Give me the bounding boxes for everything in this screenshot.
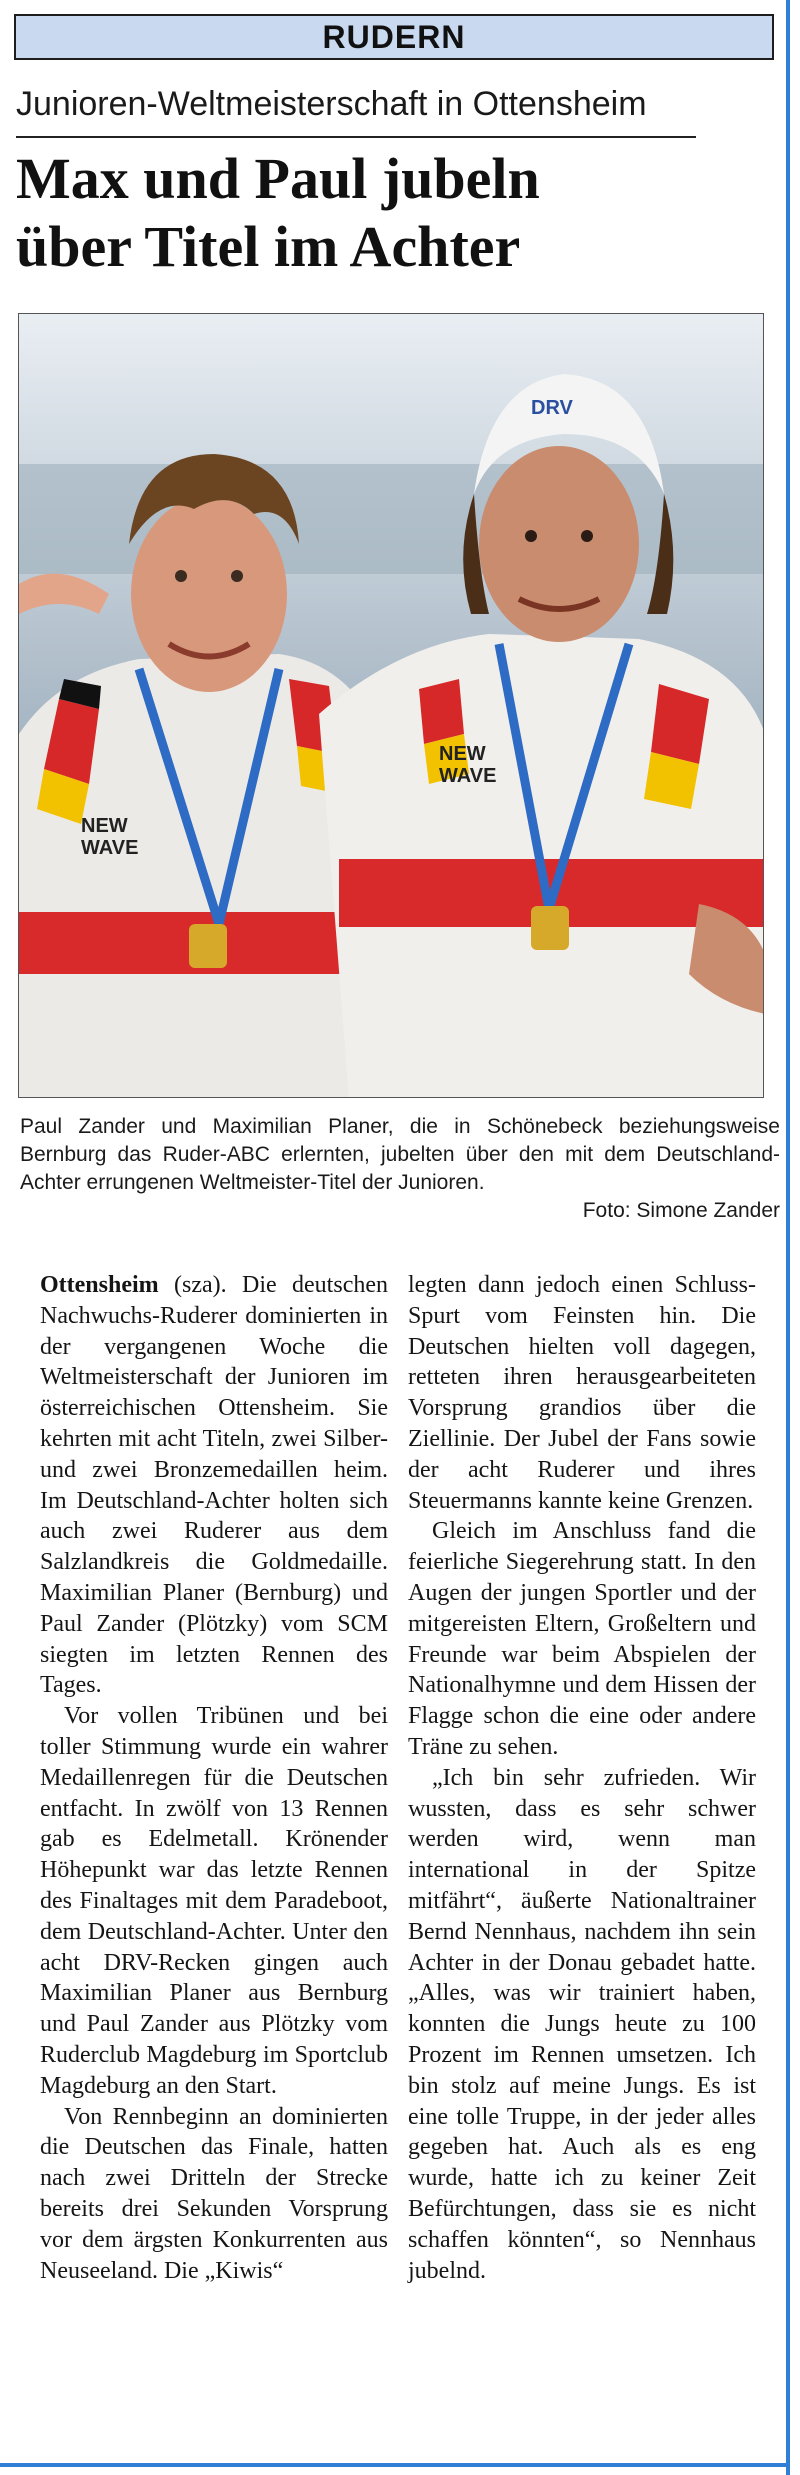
page-border-bottom [0, 2463, 790, 2467]
article-photo [18, 313, 764, 1098]
article-lead-paragraph [40, 1270, 388, 1701]
headline [16, 145, 776, 281]
headline-line-1: Max und Paul jubeln [16, 146, 540, 211]
lead-text: (sza). Die deutschen Nachwuchs-Ruderer dominierten in der vergangenen Woche die Weltmeisterschaft der Junioren im österreichischen Ottensheim. Sie kehrten mit acht Titeln, zwei Silber- und zwei Bronzemedaillen heim. Im Deutschland-Achter holten sich auch zwei Ruderer aus dem Salzlandkreis die Goldmedaille. Maximilian Planer (Bernburg) und Paul Zander (Plötzky) vom SCM siegten im letzten Rennen des Tages. [40, 1272, 388, 1699]
article-column-right [408, 1270, 756, 2286]
section-header [14, 14, 774, 60]
kicker-underline [16, 136, 696, 138]
photo-illustration [19, 314, 764, 1098]
dateline: Ottensheim [40, 1272, 159, 1298]
photo-caption [20, 1113, 780, 1225]
page-border-right [786, 0, 790, 2475]
photo-credit: Foto: Simone Zander [582, 1199, 780, 1222]
caption-text: Paul Zander und Maximilian Planer, die in Schönebeck beziehungsweise Bernburg das Ruder-ABC erlernten, jubelten über den mit dem Deutschland-Achter errungenen Weltmeister-Titel der Junioren. [20, 1115, 780, 1194]
article-paragraph-continued: legten dann jedoch einen Schluss-Spurt vom Feinsten hin. Die Deutschen hielten voll dagegen, retteten ihren herausgearbeiteten Vorsprung grandios über die Ziellinie. Der Jubel der Fans sowie der acht Ruderer und ihres Steuermanns kannte keine Grenzen. [408, 1272, 756, 1514]
shirt-brand-left-bottom: WAVE [81, 837, 139, 859]
article-paragraph: Gleich im Anschluss fand die feierliche Siegerehrung statt. In den Augen der jungen Sportler und der mitgereisten Eltern, Großeltern und Freunde war beim Abspielen der Nationalhymne und dem Hissen der Flagge schon die eine oder andere Träne zu sehen. [408, 1518, 756, 1760]
kicker: Junioren-Weltmeisterschaft in Ottensheim [16, 85, 647, 123]
shirt-brand-right-bottom: WAVE [439, 765, 497, 787]
article-paragraph: „Ich bin sehr zufrieden. Wir wussten, dass es sehr schwer werden wird, wenn man international in der Spitze mitfährt“, äußerte Nationaltrainer Bernd Nennhaus, nachdem ihn sein Achter in der Donau gebadet hatte. „Alles, was wir trainiert haben, konnten die Jungs heute zu 100 Prozent im Rennen umsetzen. Ich bin stolz auf meine Jungs. Es ist eine tolle Truppe, in der jeder alles gegeben hat. Auch als es eng wurde, hatte ich zu keiner Zeit Befürchtungen, dass sie es nicht schaffen könnten“, so Nennhaus jubelnd. [408, 1764, 756, 2284]
shirt-brand-left-top: NEW [81, 815, 128, 837]
section-title: RUDERN [322, 18, 466, 55]
article-column-left [40, 1270, 388, 2286]
headline-line-2: über Titel im Achter [16, 214, 521, 279]
article-paragraph: Vor vollen Tribünen und bei toller Stimmung wurde ein wahrer Medaillenregen für die Deutschen entfacht. In zwölf von 13 Rennen gab es Edelmetall. Krönender Höhepunkt war das letzte Rennen des Finaltages mit dem Paradeboot, dem Deutschland-Achter. Unter den acht DRV-Recken gingen auch Maximilian Planer aus Bernburg und Paul Zander aus Plötzky vom Ruderclub Magdeburg im Sportclub Magdeburg an den Start. [40, 1703, 388, 2099]
article-paragraph: Von Rennbeginn an dominierten die Deutschen das Finale, hatten nach zwei Dritteln der Strecke bereits drei Sekunden Vorsprung vor dem ärgsten Konkurrenten aus Neuseeland. Die „Kiwis“ [40, 2103, 388, 2284]
cap-logo-text: DRV [531, 397, 573, 419]
water-band [19, 464, 764, 574]
shirt-brand-right-top: NEW [439, 743, 486, 765]
